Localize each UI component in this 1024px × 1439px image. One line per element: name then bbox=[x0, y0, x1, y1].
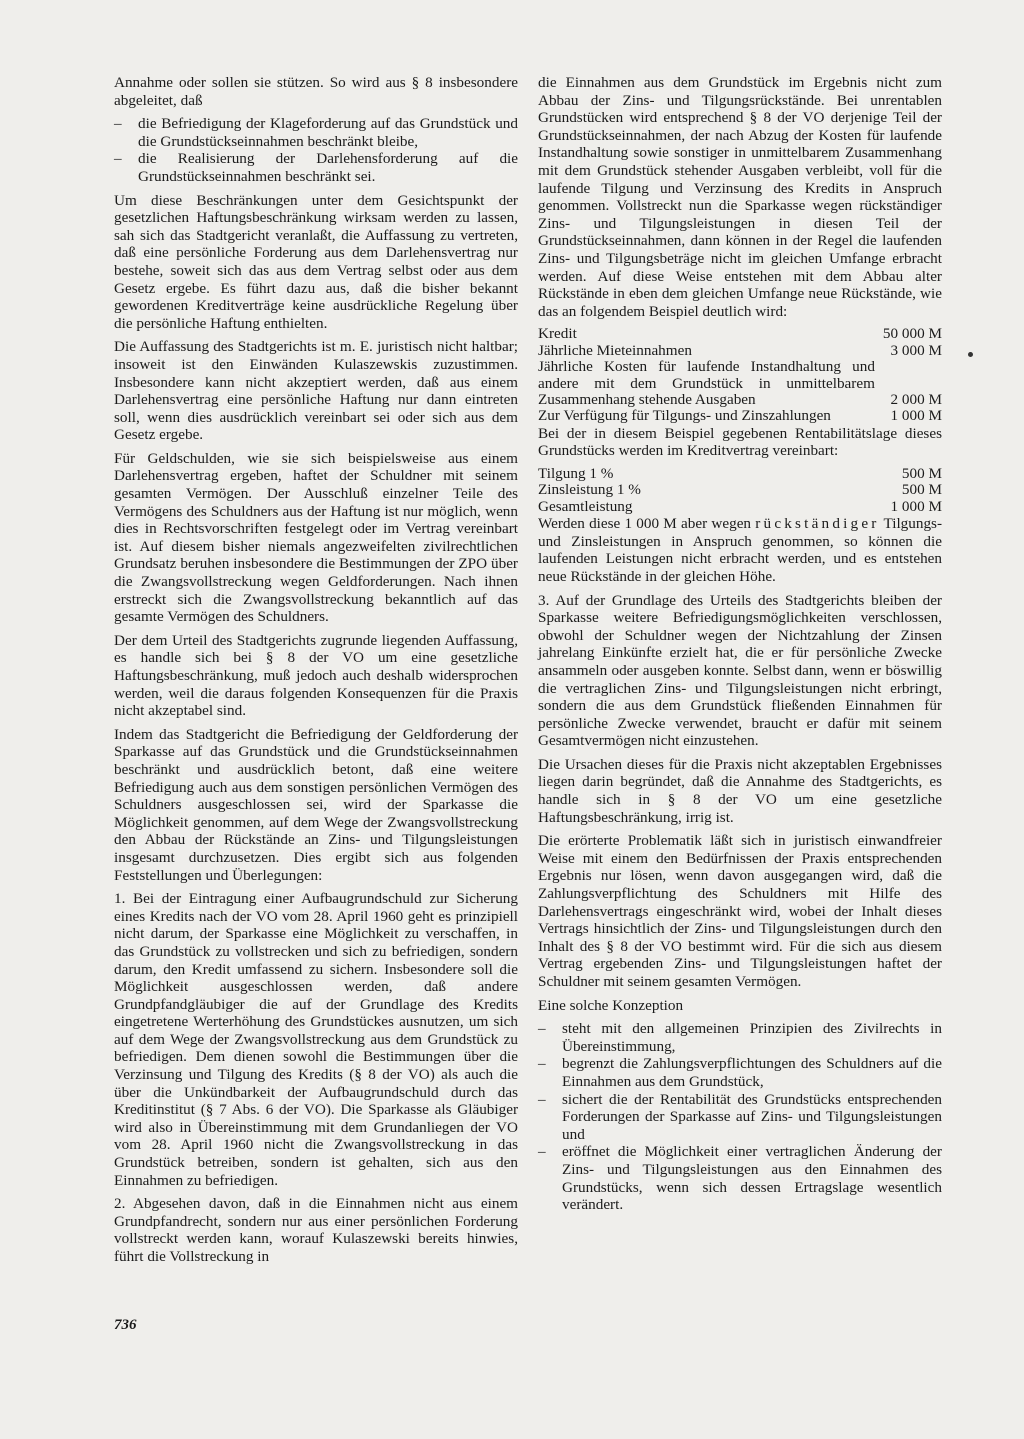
list-item: – steht mit den allgemeinen Prinzipien des Zivilrechts in Übereinstimmung, bbox=[538, 1020, 942, 1055]
table-row bbox=[538, 326, 942, 342]
paragraph: Bei der in diesem Beispiel gegebenen Rentabilitätslage dieses Grundstücks werden im Kreditvertrag vereinbart: bbox=[538, 424, 942, 460]
list-item: – eröffnet die Möglichkeit einer vertraglichen Änderung der Zins- und Tilgungsleistungen aus den Einnahmen des Grundstücks, wenn sich dessen Ertragslage wesentlich verändert. bbox=[538, 1143, 942, 1213]
table-amount: 50 000 M bbox=[882, 325, 942, 343]
example-calculation-table bbox=[538, 326, 942, 424]
table-label: Zinsleistung 1 % bbox=[538, 481, 641, 499]
list-item: – sichert die der Rentabilität des Grundstücks entsprechenden Forderungen der Sparkasse auf Zins- und Tilgungsleistungen und bbox=[538, 1091, 942, 1144]
table-row bbox=[538, 408, 942, 424]
paragraph bbox=[538, 515, 942, 585]
contract-terms-table bbox=[538, 466, 942, 515]
table-label: Kredit bbox=[538, 325, 577, 343]
table-row bbox=[538, 499, 942, 515]
table-label: Jährliche Kosten für laufende Instandhaltung und andere mit dem Grundstück in unmittelbarem Zusammenhang stehende Ausgaben bbox=[538, 358, 875, 408]
right-column bbox=[538, 74, 942, 1220]
table-label: Jährliche Mieteinnahmen bbox=[538, 341, 692, 359]
paragraph: 3. Auf der Grundlage des Urteils des Stadtgerichts bleiben der Sparkasse weitere Befriedigungsmöglichkeiten verschlossen, obwohl der Schuldner wegen der Nichtzahlung der Zinsen jahrelang Einkünfte erzielt hat, die er für persönliche Zwecke ansammeln oder ausgeben konnte. Selbst dann, wenn er böswillig die vertraglichen Zins- und Tilgungsleistungen nicht erbringt, sondern die aus dem Grundstück fließenden Einnahmen für persönliche Zwecke verwendet, braucht er dafür mit seinem Gesamtvermögen nicht einzustehen. bbox=[538, 591, 942, 750]
page-number: 736 bbox=[114, 1317, 137, 1333]
ink-dot-mark bbox=[968, 352, 973, 357]
table-amount: 1 000 M bbox=[890, 497, 942, 515]
paragraph: die Einnahmen aus dem Grundstück im Ergebnis nicht zum Abbau der Zins- und Tilgungsrückstände. Bei unrentablen Grundstücken wird entsprechend § 8 der VO derjenige Teil der Grundstückseinnahmen, der nach Abzug der Kosten für laufende Instandhaltung sowie sonstiger in unmittelbarem Zusammenhang mit dem Grundstück stehender Ausgaben verbleibt, voll für die laufende Tilgung und Verzinsung des Kredits in Anspruch genommen. Vollstreckt nun die Sparkasse wegen rückständiger Zins- und Tilgungsleistungen in diesen Teil der Grundstückseinnahmen, dann können in der Regel die laufenden Zins- und Tilgungsbeträge nicht im gleichen Umfange erbracht werden. Auf diese Weise entstehen mit dem Abbau alter Rückstände in eben dem gleichen Umfange neue Rückstände, wie das an folgendem Beispiel deutlich wird: bbox=[538, 74, 942, 320]
paragraph: Die Ursachen dieses für die Praxis nicht akzeptablen Ergebnisses liegen darin begründet, daß die Annahme des Stadtgerichts, es handle sich in § 8 der VO um eine gesetzliche Haftungsbeschränkung, irrig ist. bbox=[538, 755, 942, 826]
paragraph: Eine solche Konzeption bbox=[538, 996, 684, 1014]
text-run: Werden diese 1 000 M aber wegen bbox=[538, 515, 752, 533]
table-label: Tilgung 1 % bbox=[538, 464, 614, 482]
paragraph: Annahme oder sollen sie stützen. So wird aus § 8 insbesondere abgeleitet, daß bbox=[114, 74, 518, 109]
table-row bbox=[538, 482, 942, 498]
paragraph: Um diese Beschränkungen unter dem Gesichtspunkt der gesetzlichen Haftungsbeschränkung wirksam werden zu lassen, sah sich das Stadtgericht veranlaßt, die Auffassung zu vertreten, daß eine persönliche Forderung aus dem Darlehensvertrag nur bestehe, soweit sich das aus dem Vertrag selbst oder aus dem Gesetz ergebe. Es führt dazu aus, daß die bisher bekannt gewordenen Kreditverträge keine ausdrückliche Regelung über die persönliche Haftung enthielten. bbox=[114, 191, 518, 332]
table-amount: 2 000 M bbox=[890, 390, 942, 408]
list-item: – die Befriedigung der Klageforderung auf das Grundstück und die Grundstückseinnahmen beschränkt bleibe, bbox=[114, 115, 518, 150]
table-row bbox=[538, 359, 942, 408]
dash-list bbox=[114, 115, 518, 185]
table-row bbox=[538, 343, 942, 359]
left-column bbox=[114, 74, 518, 1272]
paragraph: Die Auffassung des Stadtgerichts ist m. E. juristisch nicht haltbar; insoweit ist den Einwänden Kulaszewskis zuzustimmen. Insbesondere kann nicht akzeptiert werden, daß aus einem Darlehensvertrag eine persönliche Haftung nur dann eintreten soll, wenn dies ausdrücklich vereinbart sei oder sich aus dem Gesetz ergebe. bbox=[114, 338, 518, 444]
table-label: Zur Verfügung für Tilgungs- und Zinszahlungen bbox=[538, 407, 831, 425]
paragraph: Für Geldschulden, wie sie sich beispielsweise aus einem Darlehensvertrag ergeben, haftet der Schuldner mit seinem gesamten Vermögen. Der Ausschluß einzelner Teile des Vermögens des Schuldners aus der Haftung ist nur möglich, wenn dies in Rechtsvorschriften festgelegt oder im Vertrag vereinbart ist. Auf diesem bisher niemals angezweifelten zivilrechtlichen Grundsatz beruhen insbesondere die Bestimmungen der ZPO über die Zwangsvollstreckung wegen Geldforderungen. Nach ihnen erstreckt sich die Zwangsvollstreckung bekanntlich auf das gesamte Vermögen des Schuldners. bbox=[114, 449, 518, 626]
table-label: Gesamtleistung bbox=[538, 497, 633, 515]
table-row bbox=[538, 466, 942, 482]
paragraph: Der dem Urteil des Stadtgerichts zugrunde liegenden Auffassung, es handle sich bei § 8 der VO um eine gesetzliche Haftungsbeschränkung, muß jedoch auch deshalb widersprochen werden, weil die daraus folgenden Konsequenzen für die Praxis nicht akzeptabel sind. bbox=[114, 631, 518, 720]
list-item: – die Realisierung der Darlehensforderung auf die Grundstückseinnahmen beschränkt sei. bbox=[114, 150, 518, 185]
dash-list bbox=[538, 1020, 942, 1214]
table-amount: 500 M bbox=[901, 481, 942, 499]
table-amount: 3 000 M bbox=[890, 341, 942, 359]
table-amount: 500 M bbox=[901, 464, 942, 482]
list-item: – begrenzt die Zahlungsverpflichtungen des Schuldners auf die Einnahmen aus dem Grundstück, bbox=[538, 1055, 942, 1090]
spaced-emphasis: rückständiger bbox=[755, 515, 880, 533]
table-amount: 1 000 M bbox=[890, 407, 942, 425]
paragraph: Die erörterte Problematik läßt sich in juristisch einwandfreier Weise mit einem den Bedürfnissen der Praxis entsprechenden Ergebnis nur lösen, wenn davon ausgegangen wird, daß die Zahlungsverpflichtung des Schuldners mit Hilfe des Darlehensvertrags eingeschränkt wird, wobei der Inhalt dieses Vertrags hinsichtlich der Zins- und Tilgungsleistungen durch den Inhalt des § 8 der VO bestimmt wird. Für die sich aus diesem Vertrag ergebenden Zins- und Tilgungsleistungen haftet der Schuldner mit seinem gesamten Vermögen. bbox=[538, 832, 942, 990]
paragraph: 2. Abgesehen davon, daß in die Einnahmen nicht aus einem Grundpfandrecht, sondern nur aus einer persönlichen Forderung vollstreckt werden kann, worauf Kulaszewski bereits hinwies, führt die Vollstreckung in bbox=[114, 1195, 518, 1265]
paragraph: Indem das Stadtgericht die Befriedigung der Geldforderung der Sparkasse auf das Grundstück und die Grundstückseinnahmen beschränkt und ausdrücklich betont, daß eine weitere Befriedigung auch aus dem sonstigen persönlichen Vermögen des Schuldners ausgeschlossen sei, wird der Sparkasse die Möglichkeit genommen, auf dem Wege der Zwangsvollstreckung den Abbau der Rückstände an Zins- und Tilgungsleistungen insgesamt durchzusetzen. Dies ergibt sich aus folgenden Feststellungen und Überlegungen: bbox=[114, 725, 518, 884]
text-run: Tilgungs- und Zinsleistungen in Anspruch genommen, so können die laufenden Leistungen nicht erbracht werden, und es entstehen neue Rückstände in der gleichen Höhe. bbox=[538, 515, 943, 585]
paragraph: 1. Bei der Eintragung einer Aufbaugrundschuld zur Sicherung eines Kredits nach der VO vom 28. April 1960 geht es prinzipiell nicht darum, der Sparkasse eine Möglichkeit zu verschaffen, in das Grundstück zu vollstrecken und sich zu befriedigen, sondern darum, den Kredit umfassend zu sichern. Insbesondere soll die Möglichkeit ausgeschlossen werden, daß andere Grundpfandgläubiger die auf der Grundlage des Kredits eingetretene Werterhöhung des Grundstückes ausnutzen, um sich auf dem Wege der Zwangsvollstreckung aus dem Grundstück zu befriedigen. Dem dienen sowohl die Bestimmungen über die Verzinsung und Tilgung des Kredits (§ 8 der VO) als auch die über die Unkündbarkeit der Aufbaugrundschuld durch das Kreditinstitut (§ 7 Abs. 6 der VO). Die Sparkasse als Gläubiger wird also in Übereinstimmung mit dem Grundanliegen der VO vom 28. April 1960 nicht die Zwangsvollstreckung in das Grundstück betreiben, sondern ist gehalten, sich aus den Einnahmen zu befriedigen. bbox=[114, 890, 518, 1189]
